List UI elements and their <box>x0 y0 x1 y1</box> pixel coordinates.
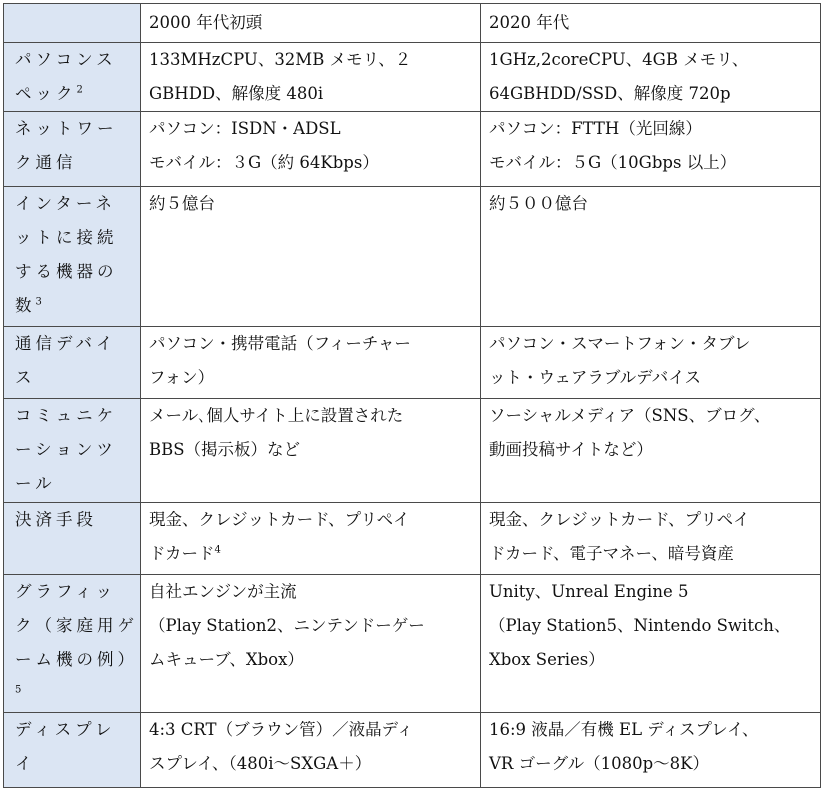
row-label <box>4 503 141 575</box>
row-label-line: インターネ <box>15 194 117 213</box>
row-label-line: 数 <box>15 296 36 315</box>
table-row <box>4 112 821 187</box>
cell-2000s-line: GBHDD、解像度 480i <box>149 84 324 103</box>
cell-2000s-line: 約５億台 <box>149 194 215 213</box>
cell-2020s <box>481 399 821 503</box>
cell-2000s-line-with-note <box>149 537 474 571</box>
cell-2020s-line: パソコン・スマートフォン・タブレ <box>489 334 751 353</box>
row-label-line: ク（家庭用ゲ <box>15 616 138 635</box>
cell-2000s-line: ムキューブ、Xbox） <box>149 650 304 669</box>
table-row <box>4 575 821 713</box>
row-label-line: パソコンス <box>15 50 117 69</box>
row-label-line: ットに接続 <box>15 228 118 247</box>
cell-2000s <box>141 327 481 399</box>
footnote-marker: 5 <box>15 684 22 696</box>
row-label-line: ネットワー <box>15 119 118 138</box>
table-row <box>4 327 821 399</box>
cell-2020s <box>481 112 821 187</box>
cell-2000s-line: （Play Station2、ニンテンドーゲー <box>149 616 425 635</box>
row-label-line: ク通信 <box>15 153 77 172</box>
row-label-line: ペック <box>15 84 77 103</box>
cell-2020s-line: モバイル：５G（10Gbps 以上） <box>489 153 737 172</box>
cell-2020s-line: 動画投稿サイトなど） <box>489 440 653 459</box>
footnote-marker: 3 <box>35 296 42 308</box>
cell-2000s-line: メール､個人サイト上に設置された <box>149 406 404 425</box>
row-label <box>4 575 141 713</box>
cell-2020s-line: 1GHz,2coreCPU、4GB メモリ、 <box>489 50 749 69</box>
cell-2000s-line: 現金、クレジットカード、プリペイ <box>149 510 410 529</box>
cell-2000s-line: モバイル：３G（約 64Kbps） <box>149 153 379 172</box>
row-label-line: 通信デバイ <box>15 334 117 353</box>
cell-2000s <box>141 503 481 575</box>
row-label-line: ス <box>15 368 36 387</box>
cell-2000s <box>141 112 481 187</box>
row-label-line: ール <box>15 474 56 493</box>
cell-2020s-line: VR ゴーグル（1080p～8K） <box>489 754 709 773</box>
cell-2020s-line: Xbox Series） <box>489 650 605 669</box>
cell-2000s-line: 自社エンジンが主流 <box>149 582 297 601</box>
row-label <box>4 187 141 327</box>
cell-2020s <box>481 575 821 713</box>
cell-2000s <box>141 575 481 713</box>
cell-2020s-line: ット・ウェアラブルデバイス <box>489 368 702 387</box>
row-label-line-with-note <box>15 289 132 323</box>
row-label-line: コミュニケ <box>15 406 118 425</box>
cell-2000s-line: フォン） <box>149 368 215 387</box>
row-label-line: する機器の <box>15 262 118 281</box>
row-label-line-with-note <box>15 77 132 111</box>
row-label-line: イ <box>15 754 36 773</box>
cell-2000s-line: パソコン：ISDN・ADSL <box>149 119 341 138</box>
cell-2020s <box>481 713 821 788</box>
cell-2020s <box>481 503 821 575</box>
cell-2000s <box>141 399 481 503</box>
cell-2000s-line: スプレイ、（480i～SXGA＋） <box>149 754 372 773</box>
cell-2020s <box>481 187 821 327</box>
cell-2020s-line: 約５００億台 <box>489 194 588 213</box>
cell-2000s-line: 4:3 CRT（ブラウン管）／液晶ディ <box>149 720 414 739</box>
row-label <box>4 112 141 187</box>
row-label <box>4 399 141 503</box>
cell-2020s-line: パソコン：FTTH（光回線） <box>489 119 702 138</box>
cell-2020s-line: （Play Station5、Nintendo Switch、 <box>489 616 791 635</box>
cell-2020s-line: ドカード、電子マネー、暗号資産 <box>489 544 734 563</box>
cell-2000s <box>141 187 481 327</box>
row-label-line: ーム機の例） <box>15 650 138 669</box>
cell-2020s-line: 64GBHDD/SSD、解像度 720p <box>489 84 731 103</box>
table-body <box>4 43 821 788</box>
row-label <box>4 713 141 788</box>
table-row <box>4 43 821 112</box>
row-label-line: グラフィッ <box>15 582 117 601</box>
table-row <box>4 399 821 503</box>
table-row <box>4 503 821 575</box>
cell-2000s <box>141 43 481 112</box>
footnote-marker: 2 <box>76 84 83 96</box>
cell-2000s <box>141 713 481 788</box>
cell-2020s-line: ソーシャルメディア（SNS、ブログ、 <box>489 406 771 425</box>
header-row <box>4 4 821 43</box>
header-2000s: 2000 年代初頭 <box>141 4 481 43</box>
header-2020s: 2020 年代 <box>481 4 821 43</box>
cell-2000s-line: ドカード <box>149 544 215 563</box>
table-row <box>4 713 821 788</box>
row-label-line: 決済手段 <box>15 510 97 529</box>
row-label-line: ーションツ <box>15 440 117 459</box>
cell-2000s-line: パソコン・携帯電話（フィーチャー <box>149 334 411 353</box>
row-label <box>4 327 141 399</box>
cell-2020s-line: 現金、クレジットカード、プリペイ <box>489 510 750 529</box>
cell-2020s <box>481 327 821 399</box>
cell-2000s-line: 133MHzCPU、32MB メモリ、２ <box>149 50 412 69</box>
header-corner-cell <box>4 4 141 43</box>
cell-2020s <box>481 43 821 112</box>
cell-2020s-line: 16:9 液晶／有機 EL ディスプレイ、 <box>489 720 759 739</box>
row-label-line-with-note <box>15 677 132 711</box>
cell-2000s-line: BBS（掲示板）など <box>149 440 301 459</box>
row-label <box>4 43 141 112</box>
row-label-line: ディスプレ <box>15 720 116 739</box>
footnote-marker: 4 <box>214 544 221 556</box>
comparison-table <box>3 3 821 788</box>
cell-2020s-line: Unity、Unreal Engine 5 <box>489 582 689 601</box>
table-row <box>4 187 821 327</box>
